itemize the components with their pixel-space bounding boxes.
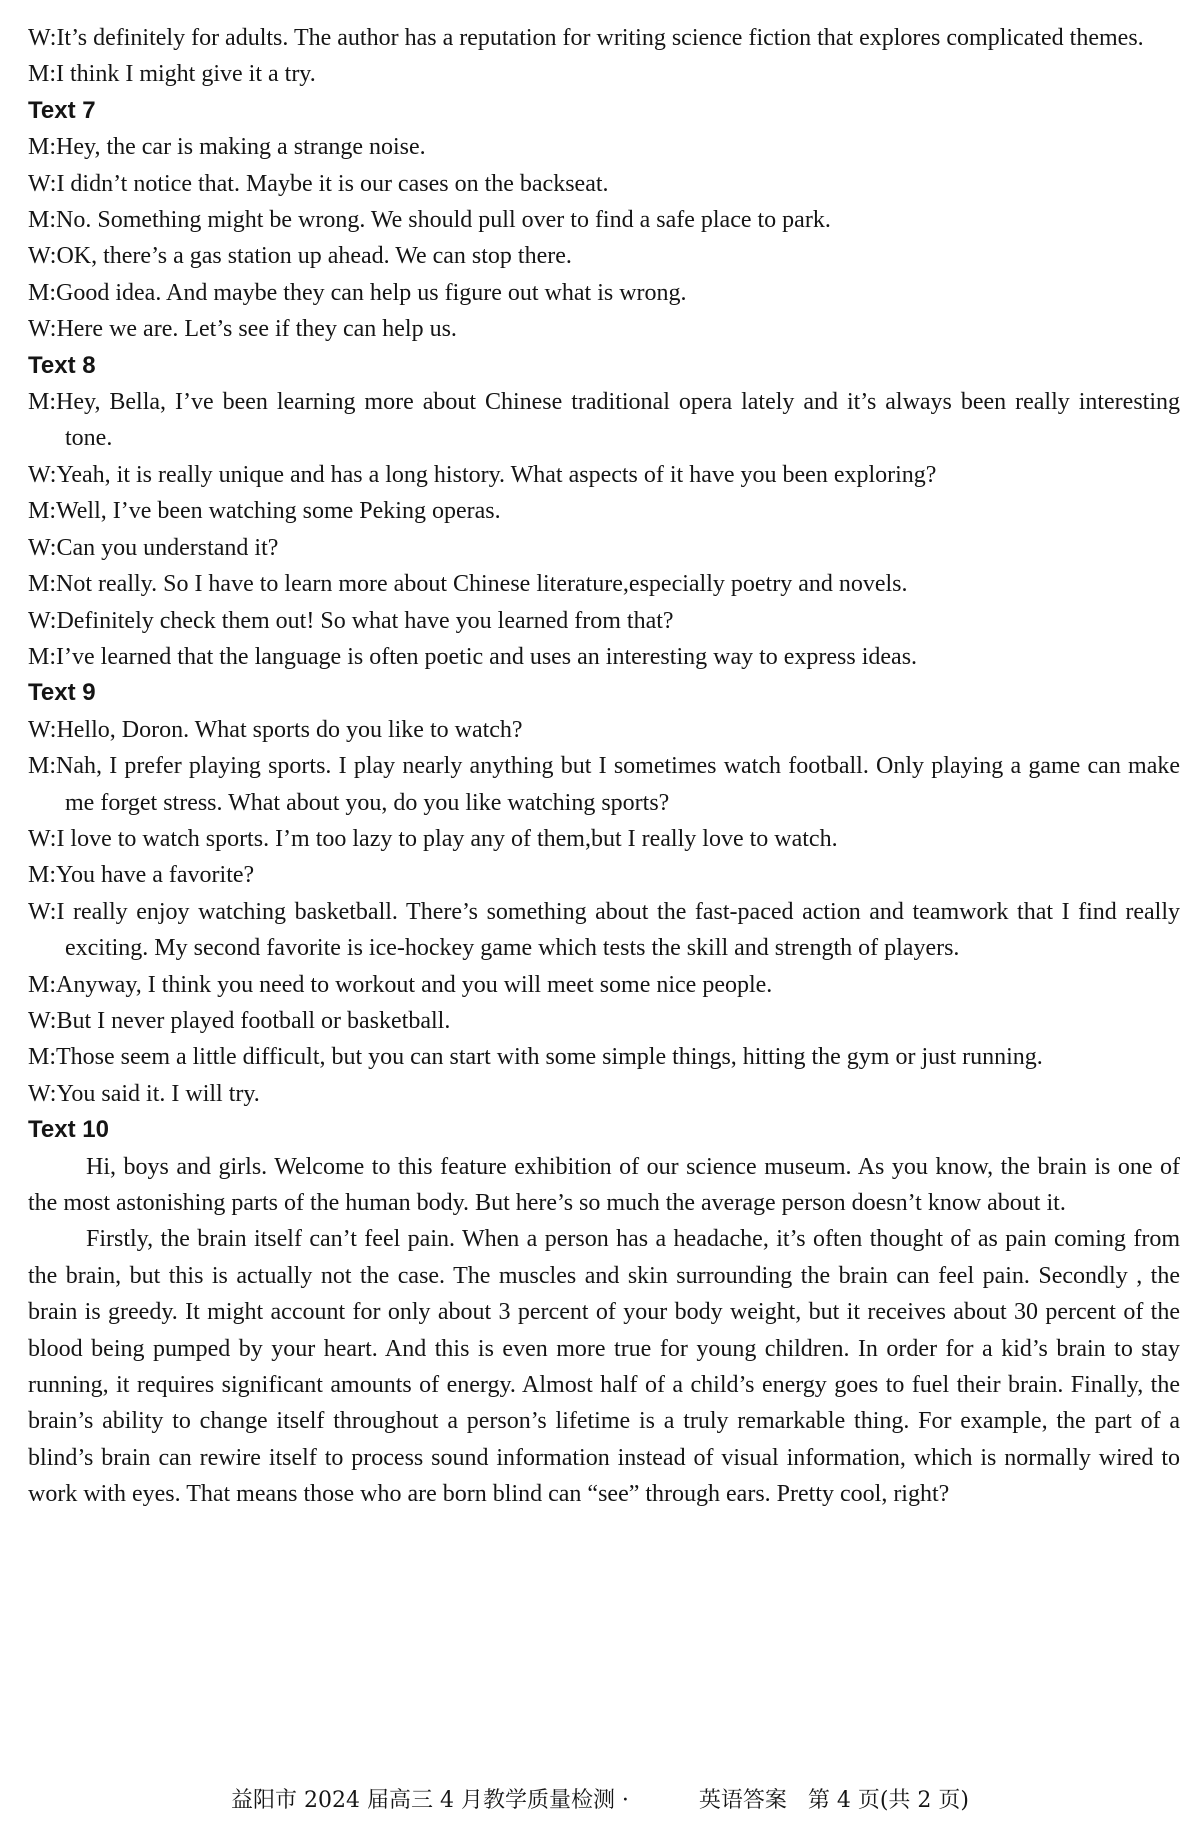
speaker-label: W: [28, 607, 50, 634]
dialogue-line: M:Hey, the car is making a strange noise.: [28, 134, 426, 161]
dialogue-line: W:You said it. I will try.: [28, 1080, 260, 1107]
dialogue-text: You have a favorite?: [56, 862, 255, 889]
speaker-label: W: [28, 534, 50, 561]
dialogue-line: M:I think I might give it a try.: [28, 61, 316, 88]
dialogue-text: Hello, Doron. What sports do you like to watch?: [56, 716, 523, 743]
speaker-label: M: [28, 134, 50, 161]
dialogue-line: M:Well, I’ve been watching some Peking operas.: [28, 498, 501, 525]
speaker-label: M: [28, 498, 50, 525]
dialogue-text: Good idea. And maybe they can help us figure out what is wrong.: [56, 279, 687, 306]
dialogue-line: M:No. Something might be wrong. We should pull over to find a safe place to park.: [28, 207, 831, 234]
dialogue-line: W:Can you understand it?: [28, 534, 279, 561]
dialogue-line: W:Hello, Doron. What sports do you like to watch?: [28, 716, 523, 743]
dialogue-line: M:Hey, Bella, I’ve been learning more about Chinese traditional opera lately and it’s always been really interesting tone.: [28, 389, 1180, 452]
speaker-label: W: [28, 316, 50, 343]
dialogue-line: W:But I never played football or basketball.: [28, 1007, 451, 1034]
section-heading: Text 7: [28, 96, 96, 124]
dialogue-text: Well, I’ve been watching some Peking operas.: [56, 498, 501, 525]
speaker-label: W: [28, 461, 50, 488]
speaker-label: W: [28, 243, 50, 270]
dialogue-line: M:Good idea. And maybe they can help us figure out what is wrong.: [28, 279, 687, 306]
dialogue-text: I really enjoy watching basketball. There’s something about the fast-paced action and teamwork that I find really exciting. My second favorite is ice-hockey game which tests the skill and strength of players.: [56, 898, 1180, 962]
dialogue-text: I love to watch sports. I’m too lazy to play any of them,but I really love to watch.: [56, 825, 838, 852]
dialogue-text: But I never played football or basketball.: [56, 1007, 451, 1034]
dialogue-text: Those seem a little difficult, but you can start with some simple things, hitting the gym or just running.: [56, 1044, 1043, 1071]
dialogue-text: Anyway, I think you need to workout and you will meet some nice people.: [56, 971, 773, 998]
dialogue-line: W:Definitely check them out! So what have you learned from that?: [28, 607, 674, 634]
dialogue-line: M:You have a favorite?: [28, 862, 255, 889]
dialogue-line: W:I really enjoy watching basketball. There’s something about the fast-paced action and teamwork that I find really exciting. My second favorite is ice-hockey game which tests the skill and strength of players.: [28, 898, 1180, 962]
dialogue-text: Hey, the car is making a strange noise.: [56, 134, 426, 161]
speaker-label: W: [28, 1080, 50, 1107]
dialogue-line: W:It’s definitely for adults. The author has a reputation for writing science fiction that explores complicated themes.: [28, 25, 1144, 51]
dialogue-text: It’s definitely for adults. The author has a reputation for writing science fiction that explores complicated themes.: [56, 25, 1144, 51]
speaker-label: M: [28, 753, 50, 780]
section-continued: [28, 20, 1180, 93]
section-text-8: [28, 348, 1180, 676]
dialogue-line: W:OK, there’s a gas station up ahead. We can stop there.: [28, 243, 572, 270]
section-heading: Text 10: [28, 1116, 109, 1144]
dialogue-text: I think I might give it a try.: [56, 61, 316, 88]
dialogue-line: W:Here we are. Let’s see if they can help us.: [28, 316, 457, 343]
dialogue-line: W:I love to watch sports. I’m too lazy to play any of them,but I really love to watch.: [28, 825, 838, 852]
footer-page-info: 英语答案 第 4 页(共 2 页): [698, 1788, 969, 1813]
monologue-paragraph: Firstly, the brain itself can’t feel pain. When a person has a headache, it’s often thought of as pain coming from the brain, but this is actually not the case. The muscles and skin surrounding the brain can feel pain. Secondly , the brain is greedy. It might account for only about 3 percent of your body weight, but it receives about 30 percent of the blood being pumped by your heart. And this is even more true for young children. In order for a kid’s brain to stay running, it requires significant amounts of energy. Almost half of a child’s energy goes to fuel their brain. Finally, the brain’s ability to change itself throughout a person’s lifetime is a truly remarkable thing. For example, the part of a blind’s brain can rewire itself to process sound information instead of visual information, which is normally wired to work with eyes. That means those who are born blind can “see” through ears. Pretty cool, right?: [28, 1226, 1180, 1508]
speaker-label: M: [28, 1044, 50, 1071]
dialogue-text: Nah, I prefer playing sports. I play nearly anything but I sometimes watch football. Only playing a game can make me forget stress. What about you, do you like watching sports?: [56, 753, 1180, 816]
speaker-label: W: [28, 1007, 50, 1034]
dialogue-text: I’ve learned that the language is often poetic and uses an interesting way to express ideas.: [56, 643, 918, 670]
speaker-label: W: [28, 825, 50, 852]
dialogue-line: W:I didn’t notice that. Maybe it is our cases on the backseat.: [28, 170, 609, 197]
speaker-label: M: [28, 389, 50, 416]
dialogue-text: Here we are. Let’s see if they can help us.: [56, 316, 457, 343]
speaker-label: W: [28, 898, 50, 925]
dialogue-text: Not really. So I have to learn more about Chinese literature,especially poetry and novels.: [56, 571, 908, 598]
dialogue-text: You said it. I will try.: [56, 1080, 260, 1107]
document-body: [28, 20, 1180, 1513]
speaker-label: W: [28, 716, 50, 743]
dialogue-text: Hey, Bella, I’ve been learning more about Chinese traditional opera lately and it’s always been really interesting tone.: [56, 389, 1180, 452]
speaker-label: M: [28, 971, 50, 998]
dialogue-line: M:Anyway, I think you need to workout and you will meet some nice people.: [28, 971, 773, 998]
speaker-label: M: [28, 61, 50, 88]
dialogue-line: M:Not really. So I have to learn more about Chinese literature,especially poetry and novels.: [28, 571, 908, 598]
dialogue-text: I didn’t notice that. Maybe it is our cases on the backseat.: [56, 170, 609, 197]
monologue-paragraph: Hi, boys and girls. Welcome to this feature exhibition of our science museum. As you know, the brain is one of the most astonishing parts of the human body. But here’s so much the average person doesn’t know about it.: [28, 1153, 1180, 1216]
dialogue-text: Definitely check them out! So what have you learned from that?: [56, 607, 674, 634]
speaker-label: M: [28, 862, 50, 889]
section-text-9: [28, 675, 1180, 1112]
dialogue-line: M:I’ve learned that the language is often poetic and uses an interesting way to express ideas.: [28, 643, 918, 670]
dialogue-line: M:Nah, I prefer playing sports. I play nearly anything but I sometimes watch football. Only playing a game can make me forget stress. What about you, do you like watching sports?: [28, 753, 1180, 816]
dialogue-text: OK, there’s a gas station up ahead. We can stop there.: [56, 243, 572, 270]
speaker-label: W: [28, 170, 50, 197]
dialogue-text: Can you understand it?: [56, 534, 279, 561]
page-footer: [0, 1783, 1200, 1814]
section-text-10: [28, 1112, 1180, 1512]
speaker-label: W: [28, 25, 50, 51]
dialogue-text: Yeah, it is really unique and has a long history. What aspects of it have you been exploring?: [56, 461, 937, 488]
section-heading: Text 8: [28, 351, 96, 379]
dialogue-line: M:Those seem a little difficult, but you can start with some simple things, hitting the gym or just running.: [28, 1044, 1043, 1071]
speaker-label: M: [28, 571, 50, 598]
speaker-label: M: [28, 643, 50, 670]
speaker-label: M: [28, 279, 50, 306]
speaker-label: M: [28, 207, 50, 234]
section-heading: Text 9: [28, 679, 96, 707]
dialogue-text: No. Something might be wrong. We should pull over to find a safe place to park.: [56, 207, 831, 234]
section-text-7: [28, 93, 1180, 348]
footer-exam-title: 益阳市 2024 届高三 4 月教学质量检测 ·: [230, 1788, 629, 1813]
dialogue-line: W:Yeah, it is really unique and has a long history. What aspects of it have you been exploring?: [28, 461, 937, 488]
